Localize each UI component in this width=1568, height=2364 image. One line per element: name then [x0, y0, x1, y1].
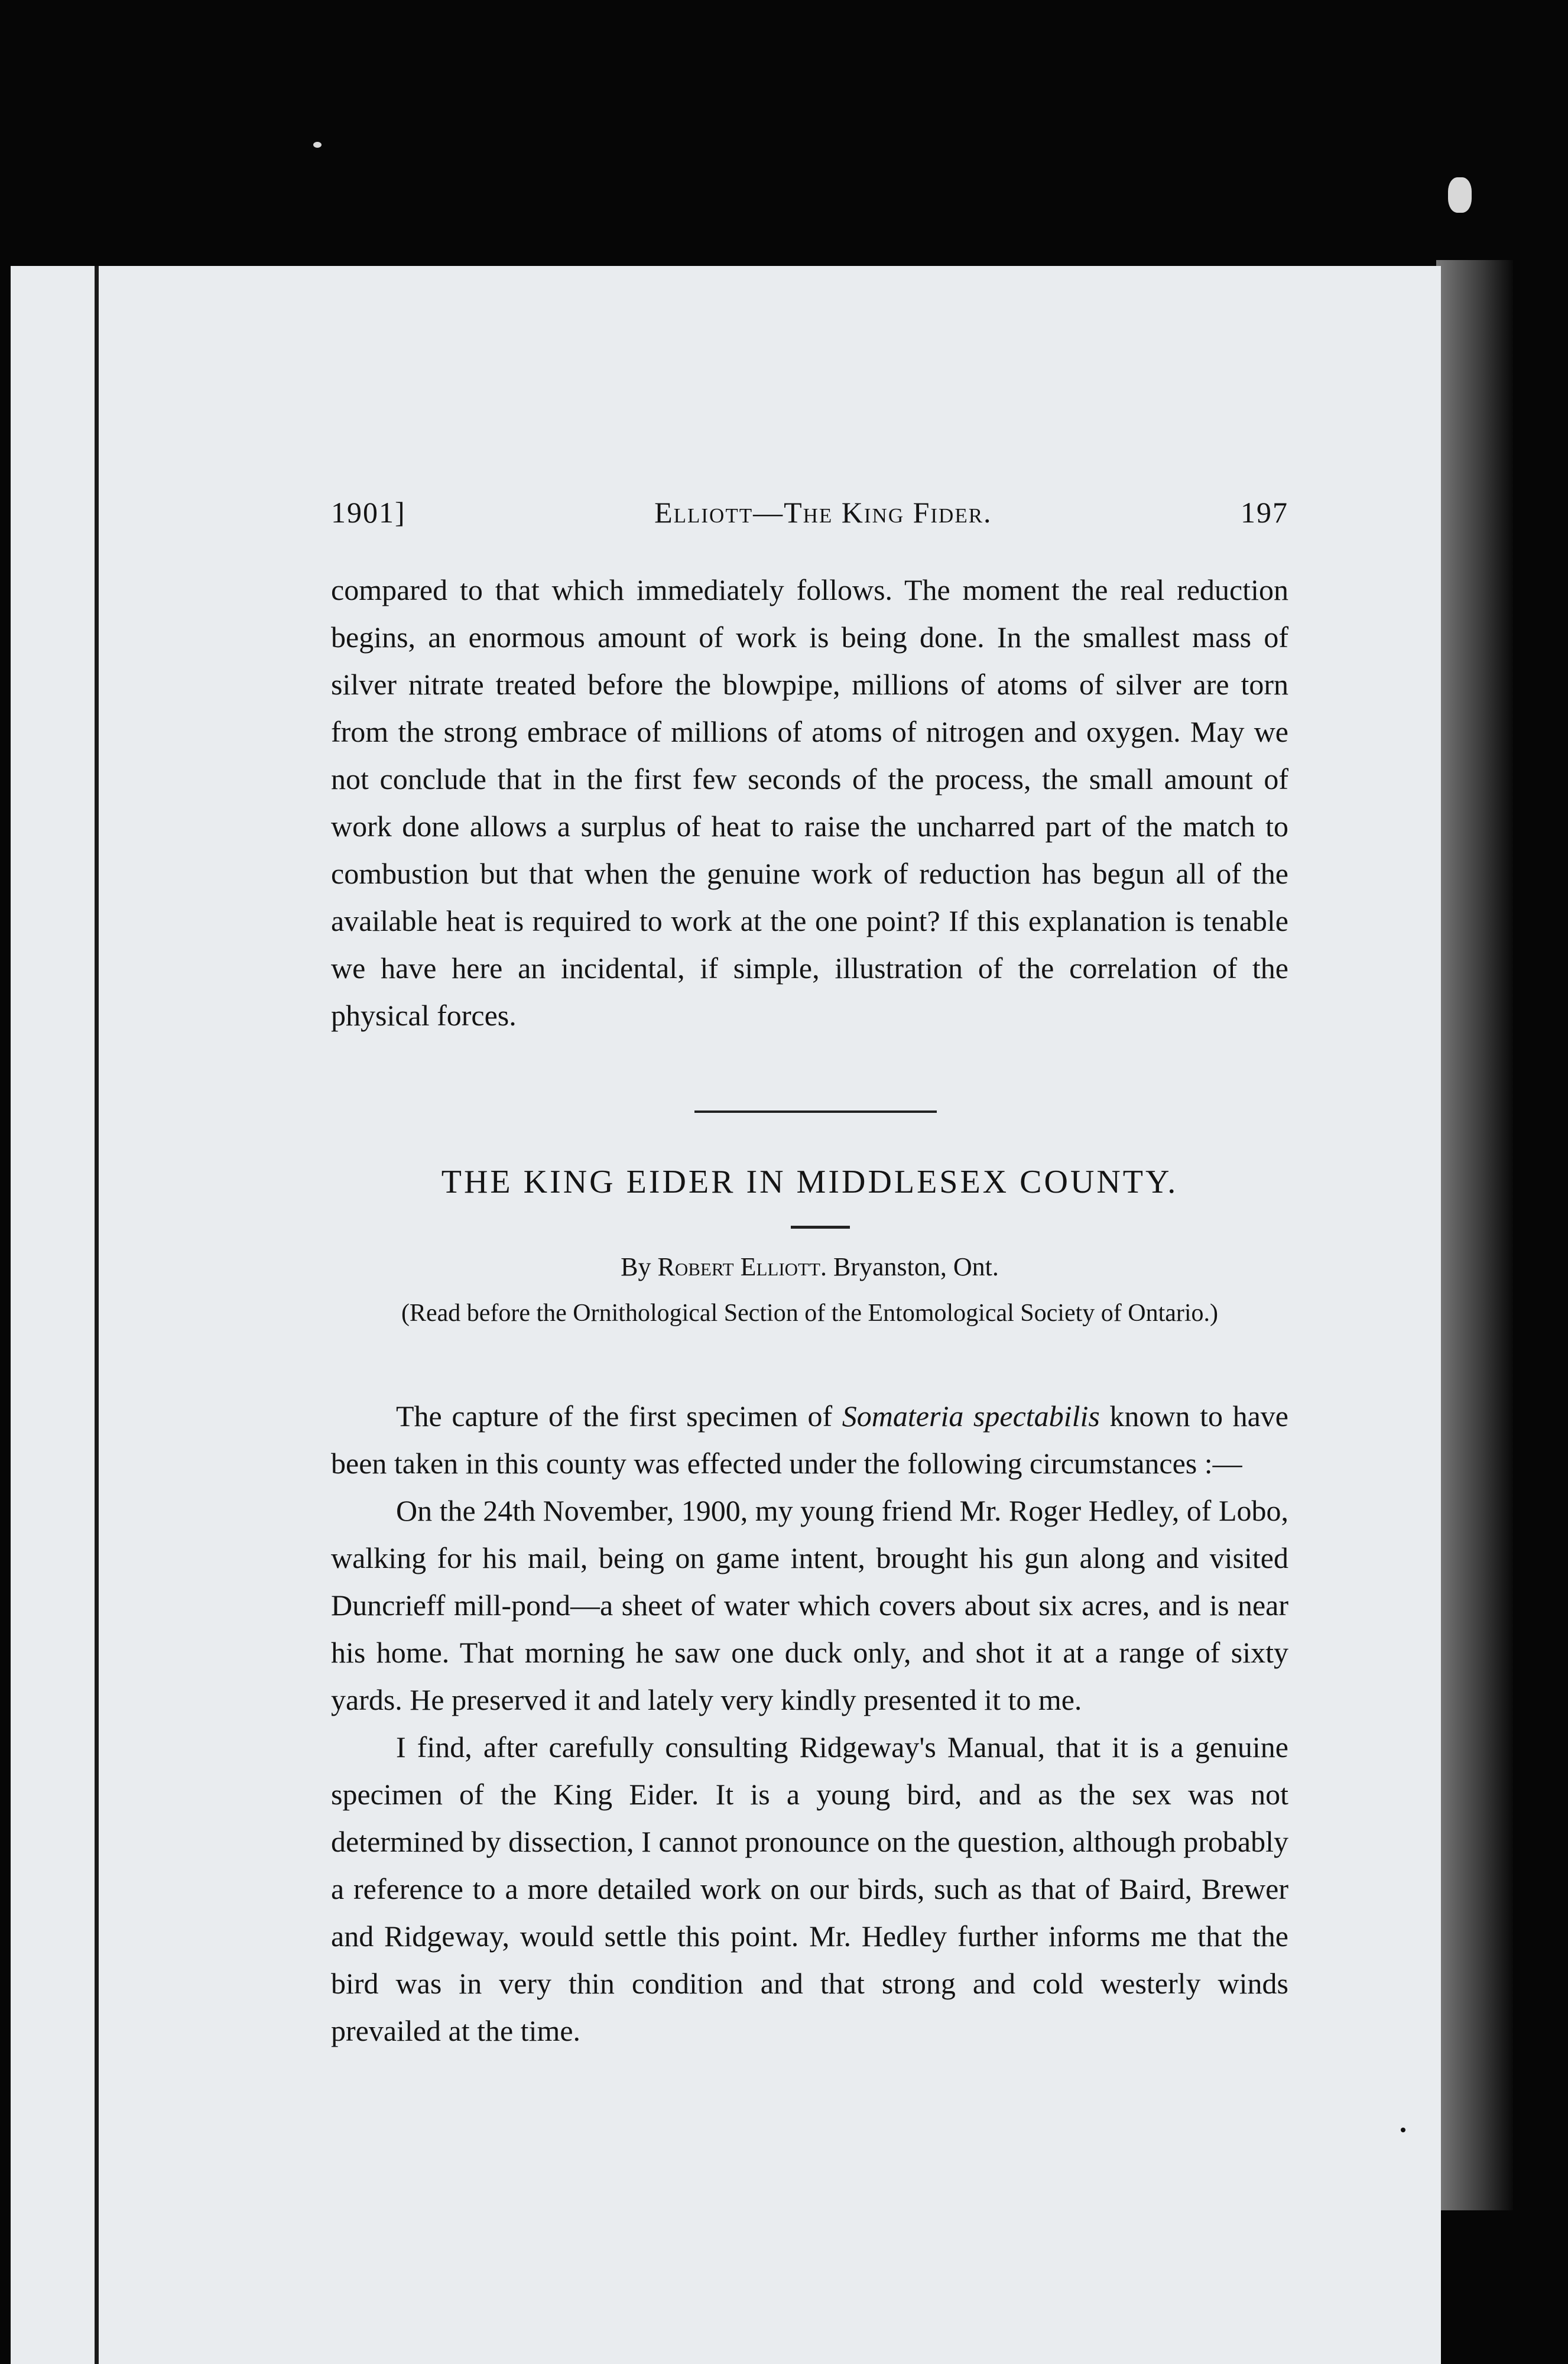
continued-paragraph-block — [331, 566, 1288, 1039]
author-location: Bryanston, Ont. — [833, 1252, 999, 1281]
article-paragraph-2: On the 24th November, 1900, my young friend Mr. Roger Hedley, of Lobo, walking for his mail, being on game intent, brought his gun along and visited Duncrieff mill-pond—a sheet of water which covers about six acres, and is near his home. That morning he saw one duck only, and shot it at a range of sixty yards. He preserved it and lately very kindly presented it to me. — [331, 1494, 1288, 1716]
article-title: THE KING EIDER IN MIDDLESEX COUNTY. — [441, 1164, 1179, 1200]
binding-edge-line — [95, 266, 99, 2364]
scan-speck — [313, 142, 322, 148]
article-body — [331, 1392, 1288, 2054]
page-shadow-edge — [1436, 260, 1513, 2210]
paragraph-1-before: The capture of the first specimen of — [396, 1399, 833, 1433]
read-before-note: (Read before the Ornithological Section of the Entomological Society of Ontario.) — [401, 1300, 1219, 1327]
scan-speck — [1448, 177, 1472, 213]
author-name: Robert Elliott. — [657, 1252, 827, 1281]
running-head — [331, 495, 1288, 543]
title-underline-rule — [791, 1226, 850, 1229]
running-head-title: Elliott—The King Fider. — [654, 496, 992, 529]
scan-speck — [1401, 2128, 1405, 2132]
running-head-year: 1901] — [331, 496, 406, 529]
paragraph-1-after: known to have been taken in this county was effected under the following circumstances :— — [331, 1399, 1289, 1480]
byline — [331, 1252, 1288, 1282]
byline-prefix: By — [621, 1252, 651, 1281]
continued-paragraph: compared to that which immediately follows. The moment the real reduction begins, an enormous amount of work is being done. In the smallest mass of silver nitrate treated before the blowpipe, millions of atoms of silver are torn from the strong embrace of millions of atoms of nitrogen and oxygen. May we not conclude that in the first few seconds of the process, the small amount of work done allows a surplus of heat to raise the uncharred part of the match to combustion but that when the genuine work of reduction has begun all of the available heat is required to work at the one point? If this explanation is tenable we have here an incidental, if simple, illustration of the correlation of the physical forces. — [331, 573, 1288, 1032]
article-paragraph-1 — [331, 1392, 1288, 1487]
section-divider-rule — [694, 1110, 937, 1113]
species-name: Somateria spectabilis — [842, 1399, 1100, 1433]
article-paragraph-3: I find, after carefully consulting Ridgeway's Manual, that it is a genuine specimen of the King Eider. It is a young bird, and as the sex was not determined by dissection, I cannot pronounce on the question, although probably a reference to a more detailed work on our birds, such as that of Baird, Brewer and Ridgeway, would settle this point. Mr. Hedley further informs me that the bird was in very thin condition and that strong and cold westerly winds prevailed at the time. — [331, 1730, 1288, 2047]
page-number: 197 — [1241, 496, 1288, 529]
